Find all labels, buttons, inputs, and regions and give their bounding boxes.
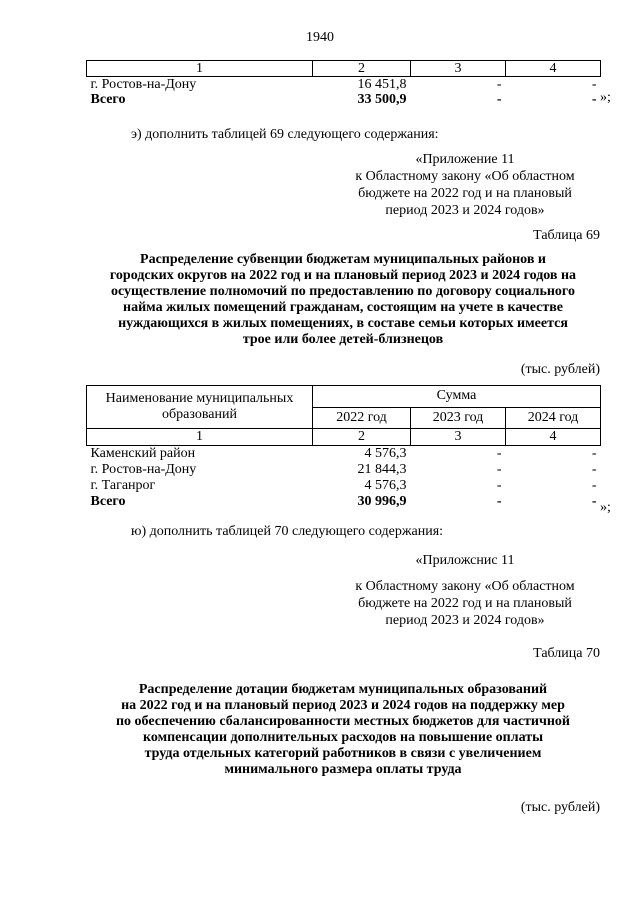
title-line: городских округов на 2022 год и на плановый период 2023 и 2024 годов на <box>109 268 577 283</box>
value-2022: 4 576,3 <box>364 446 407 461</box>
title-line: Распределение дотации бюджетам муниципальных образований <box>138 682 548 697</box>
column-number: 2 <box>313 429 411 446</box>
total-label: Всего <box>90 494 126 509</box>
paragraph-e: э) дополнить таблицей 69 следующего содержания: <box>131 127 439 142</box>
column-number: 1 <box>87 61 313 77</box>
total-2024 <box>506 92 601 107</box>
value-2024: - <box>591 478 597 493</box>
title-line: на 2022 год и на плановый период 2023 и 2024 годов на поддержку мер <box>121 698 565 713</box>
title-line: компенсации дополнительных расходов на повышение оплаты <box>142 730 544 745</box>
page-number: 1940 <box>306 30 334 45</box>
value-2022: 4 576,3 <box>364 478 407 493</box>
header-municipality: Наименование муниципальных образований <box>87 386 313 429</box>
title-line: трое или более детей-близнецов <box>242 332 444 347</box>
value-2022: 16 451,8 <box>357 77 407 92</box>
table-69-label: Таблица 69 <box>533 228 600 243</box>
title-line: минимального размера оплаты труда <box>224 762 462 777</box>
total-2024-value: - <box>591 92 597 107</box>
municipality-name: г. Таганрог <box>90 478 156 493</box>
header-sum: Сумма <box>313 386 601 408</box>
paragraph-yu: ю) дополнить таблицей 70 следующего содержания: <box>131 524 444 539</box>
title-line: по обеспечению сбалансированности местных бюджетов для частичной <box>115 714 570 729</box>
closing-quote: »; <box>600 500 611 515</box>
total-2024: - <box>591 494 597 509</box>
column-number: 1 <box>87 429 313 446</box>
municipality-name: г. Ростов-на-Дону <box>90 462 197 477</box>
table-row <box>87 446 601 463</box>
table-70-units: (тыс. рублей) <box>520 800 600 815</box>
value-2023: - <box>496 446 502 461</box>
table-70-label: Таблица 70 <box>533 646 600 661</box>
title-line: труда отдельных категорий работников в связи с увеличением <box>144 746 542 761</box>
column-number: 3 <box>411 429 506 446</box>
value-2022: 21 844,3 <box>357 462 407 477</box>
title-line: осуществление полномочий по предоставлению по договору социального <box>111 284 575 299</box>
appendix-line: период 2023 и 2024 годов» <box>385 203 545 218</box>
appendix-line: к Областному закону «Об областном <box>355 169 575 184</box>
header-2022: 2022 год <box>313 407 411 429</box>
appendix-line: «Приложение 11 <box>415 152 515 167</box>
appendix-line: «Приложснис 11 <box>415 553 515 568</box>
column-number: 4 <box>506 429 601 446</box>
table-69 <box>86 385 601 510</box>
total-2022: 33 500,9 <box>357 92 407 107</box>
table-69-title <box>86 252 600 348</box>
column-number-row <box>87 429 601 446</box>
column-number: 4 <box>506 61 601 77</box>
value-2023: - <box>496 478 502 493</box>
title-line: нуждающихся в жилых помещениях, в составе семьи которых имеется <box>118 316 568 331</box>
total-2023: - <box>496 92 502 107</box>
previous-table-column-numbers <box>87 61 601 77</box>
appendix-line: период 2023 и 2024 годов» <box>385 613 545 628</box>
value-2024: - <box>591 462 597 477</box>
appendix-line: бюджете на 2022 год и на плановый <box>358 186 572 201</box>
table-69-units: (тыс. рублей) <box>520 362 600 377</box>
table-row <box>87 478 601 494</box>
title-line: найма жилых помещений гражданам, состоящим на учете в качестве <box>123 300 563 315</box>
header-2024: 2024 год <box>506 407 601 429</box>
appendix-70-header <box>330 552 600 629</box>
value-2024: - <box>591 446 597 461</box>
value-2024: - <box>591 77 597 92</box>
total-2022: 30 996,9 <box>357 494 407 509</box>
total-2023: - <box>496 494 502 509</box>
table-row <box>87 77 601 93</box>
column-number: 2 <box>313 61 411 77</box>
table-row <box>87 462 601 478</box>
total-row <box>87 494 601 510</box>
value-2023: - <box>496 77 502 92</box>
value-2023: - <box>496 462 502 477</box>
municipality-name: Каменский район <box>90 446 196 461</box>
table-header-row <box>87 386 601 408</box>
appendix-69-header <box>330 151 600 219</box>
municipality-name: г. Ростов-на-Дону <box>90 77 197 92</box>
total-row <box>87 92 601 107</box>
appendix-line: к Областному закону «Об областном <box>355 579 575 594</box>
total-label: Всего <box>90 92 126 107</box>
table-70-title <box>86 682 600 778</box>
appendix-line: бюджете на 2022 год и на плановый <box>358 596 572 611</box>
title-line: Распределение субвенции бюджетам муниципальных районов и <box>140 252 546 267</box>
column-number: 3 <box>411 61 506 77</box>
header-2023: 2023 год <box>411 407 506 429</box>
previous-table <box>86 60 601 107</box>
closing-quote: »; <box>600 90 611 105</box>
